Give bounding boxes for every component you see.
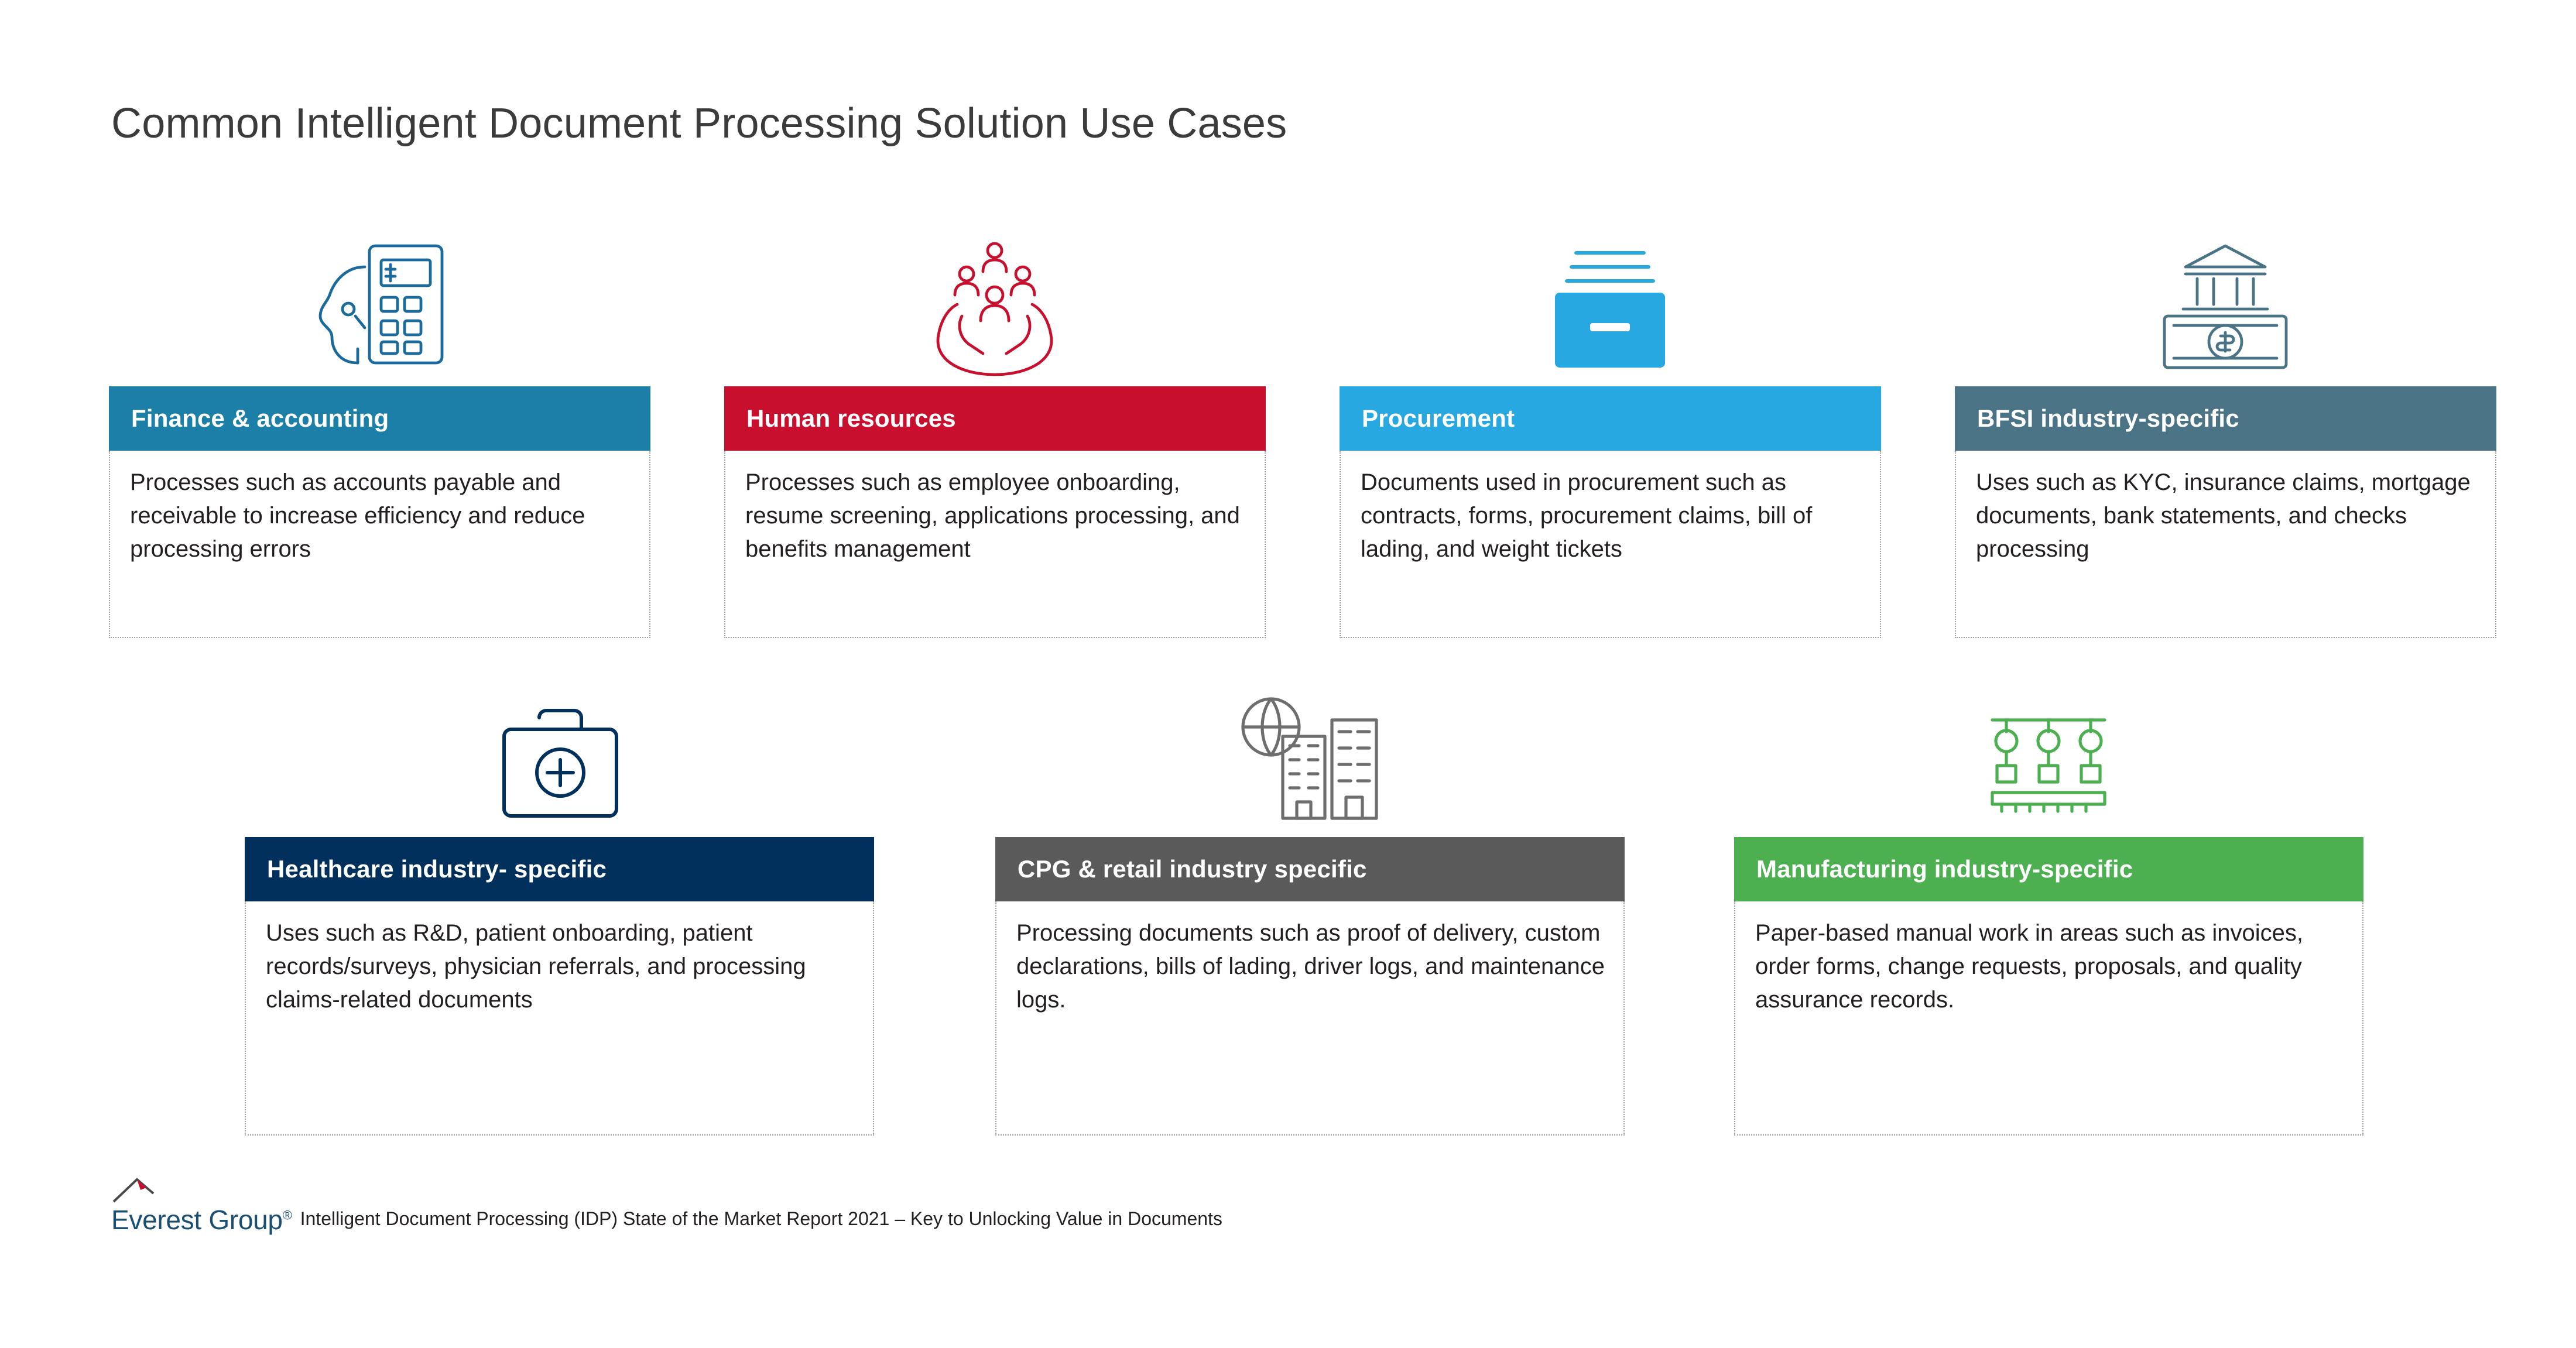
document-tray-icon — [1340, 234, 1881, 380]
medical-kit-icon — [245, 685, 874, 831]
card-header-cpg-retail — [995, 837, 1625, 901]
card-title: Manufacturing industry-specific — [1756, 855, 2133, 883]
card-body-finance-accounting: Processes such as accounts payable and receivable to increase efficiency and reduce processing errors — [109, 451, 650, 638]
use-case-card-healthcare — [245, 685, 874, 1136]
globe-buildings-icon — [995, 685, 1625, 831]
logo-wordmark: Everest Group® — [111, 1205, 292, 1235]
card-title: Healthcare industry- specific — [267, 855, 607, 883]
mountain-peak-icon — [111, 1174, 176, 1205]
card-header-bfsi — [1955, 386, 2496, 451]
card-title: CPG & retail industry specific — [1018, 855, 1367, 883]
card-body-healthcare: Uses such as R&D, patient onboarding, patient records/surveys, physician referrals, and processing claims-related documents — [245, 901, 874, 1136]
card-title: Finance & accounting — [131, 404, 389, 432]
footer — [111, 1174, 1222, 1233]
card-title: BFSI industry-specific — [1977, 404, 2239, 432]
card-body-human-resources: Processes such as employee onboarding, resume screening, applications processing, and benefits management — [724, 451, 1266, 638]
use-case-card-human-resources — [724, 234, 1266, 638]
registered-mark: ® — [282, 1208, 292, 1223]
card-title: Procurement — [1362, 404, 1515, 432]
page-title: Common Intelligent Document Processing Solution Use Cases — [111, 100, 1287, 147]
people-in-hands-icon — [724, 234, 1266, 380]
finance-calculator-icon — [109, 234, 650, 380]
use-case-card-manufacturing — [1734, 685, 2363, 1136]
card-title: Human resources — [746, 404, 956, 432]
use-case-card-procurement — [1340, 234, 1881, 638]
use-case-card-bfsi — [1955, 234, 2496, 638]
use-case-card-finance-accounting — [109, 234, 650, 638]
card-body-bfsi: Uses such as KYC, insurance claims, mortgage documents, bank statements, and checks processing — [1955, 451, 2496, 638]
card-header-finance-accounting — [109, 386, 650, 451]
everest-group-logo — [111, 1174, 292, 1233]
card-header-procurement — [1340, 386, 1881, 451]
card-body-procurement: Documents used in procurement such as contracts, forms, procurement claims, bill of lading, and weight tickets — [1340, 451, 1881, 638]
use-case-card-cpg-retail — [995, 685, 1625, 1136]
factory-machine-icon — [1734, 685, 2363, 831]
card-body-manufacturing: Paper-based manual work in areas such as invoices, order forms, change requests, proposals, and quality assurance records. — [1734, 901, 2363, 1136]
card-header-human-resources — [724, 386, 1266, 451]
card-header-manufacturing — [1734, 837, 2363, 901]
card-body-cpg-retail: Processing documents such as proof of delivery, custom declarations, bills of lading, driver logs, and maintenance logs. — [995, 901, 1625, 1136]
bank-banknote-icon — [1955, 234, 2496, 380]
footer-source-note: Intelligent Document Processing (IDP) State of the Market Report 2021 – Key to Unlocking Value in Documents — [300, 1208, 1222, 1229]
card-header-healthcare — [245, 837, 874, 901]
